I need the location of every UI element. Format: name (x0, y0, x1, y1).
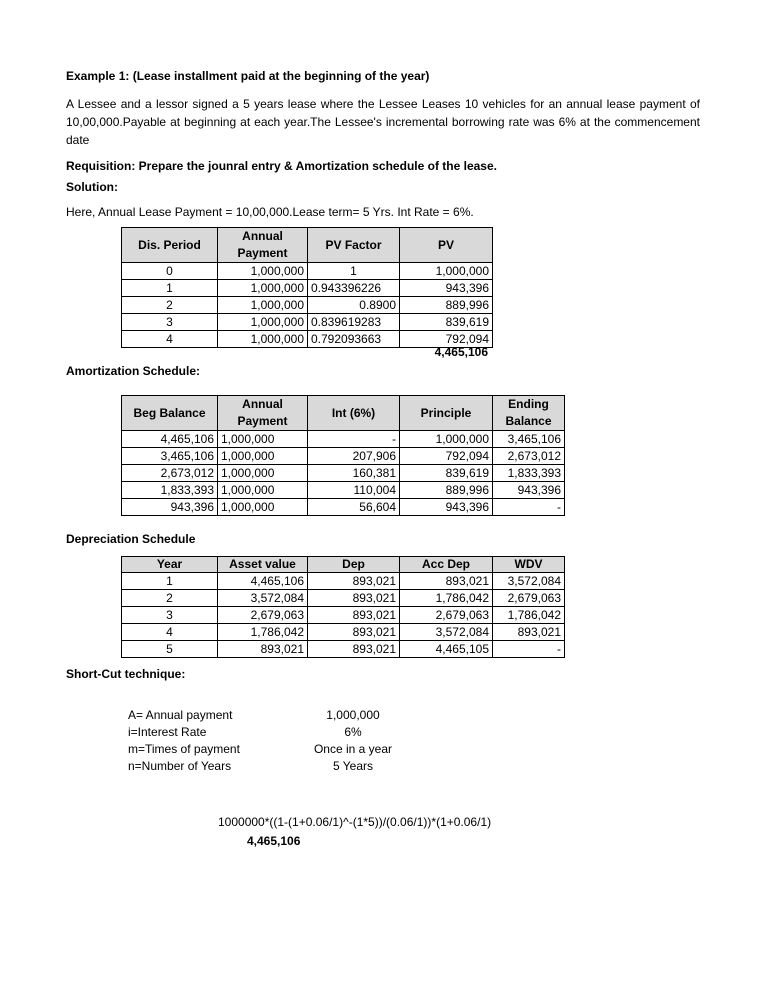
dep-cell: 3,572,084 (218, 590, 308, 607)
dep-cell: 893,021 (400, 573, 493, 590)
shortcut-result: 4,465,106 (247, 834, 301, 848)
dep-cell: 1,786,042 (218, 624, 308, 641)
dep-cell: 4,465,106 (218, 573, 308, 590)
shortcut-label: A= Annual payment (128, 708, 233, 722)
pv-cell-payment: 1,000,000 (218, 263, 308, 280)
pv-cell-payment: 1,000,000 (218, 297, 308, 314)
amort-cell: 1,000,000 (218, 448, 308, 465)
table-row (122, 499, 565, 516)
dep-cell: 893,021 (308, 573, 400, 590)
amort-cell: 943,396 (122, 499, 218, 516)
dep-header-year: Year (122, 557, 218, 573)
list-item (128, 707, 408, 724)
dep-cell: 893,021 (218, 641, 308, 658)
amort-cell: 4,465,106 (122, 431, 218, 448)
pv-cell-payment: 1,000,000 (218, 280, 308, 297)
depreciation-table (121, 556, 565, 658)
amort-cell: 3,465,106 (122, 448, 218, 465)
dep-cell: 4 (122, 624, 218, 641)
pv-cell-payment: 1,000,000 (218, 314, 308, 331)
amort-cell: 792,094 (400, 448, 493, 465)
table-row (122, 314, 493, 331)
shortcut-variables (128, 707, 408, 775)
amort-cell: - (493, 499, 565, 516)
pv-cell-factor: 0.8900 (308, 297, 400, 314)
amort-cell: 3,465,106 (493, 431, 565, 448)
pv-header-pv: PV (400, 228, 493, 263)
pv-cell-period: 2 (122, 297, 218, 314)
amort-cell: 943,396 (400, 499, 493, 516)
pv-cell-payment: 1,000,000 (218, 331, 308, 348)
pv-header-payment: Annual Payment (218, 228, 308, 263)
pv-header-period: Dis. Period (122, 228, 218, 263)
amort-cell: 110,004 (308, 482, 400, 499)
table-row (122, 573, 565, 590)
pv-cell-period: 3 (122, 314, 218, 331)
dep-cell: 2,679,063 (493, 590, 565, 607)
example-heading: Example 1: (Lease installment paid at the beginning of the year) (66, 69, 430, 83)
dep-cell: 2 (122, 590, 218, 607)
table-row (122, 641, 565, 658)
shortcut-label: n=Number of Years (128, 759, 232, 773)
shortcut-value: Once in a year (313, 742, 393, 756)
pv-cell-pv: 943,396 (400, 280, 493, 297)
pv-cell-pv: 1,000,000 (400, 263, 493, 280)
dep-cell: 893,021 (308, 590, 400, 607)
dep-cell: 3,572,084 (400, 624, 493, 641)
amort-cell: 1,000,000 (218, 465, 308, 482)
pv-table-header-row (122, 228, 493, 263)
requisition-text: Requisition: Prepare the jounral entry & Amortization schedule of the lease. (66, 159, 497, 173)
amortization-table (121, 395, 565, 516)
dep-header-wdv: WDV (493, 557, 565, 573)
dep-cell: 2,679,063 (218, 607, 308, 624)
dep-cell: 2,679,063 (400, 607, 493, 624)
amort-header-payment: Annual Payment (218, 396, 308, 431)
amort-header-principle: Principle (400, 396, 493, 431)
dep-cell: 893,021 (308, 641, 400, 658)
list-item (128, 741, 408, 758)
table-row (122, 448, 565, 465)
intro-paragraph: A Lessee and a lessor signed a 5 years lease where the Lessee Leases 10 vehicles for an annual lease payment of 10,00,000.Payable at beginning at each year.The Lessee's incremental borrowing rate was 6% at the commencement date (66, 97, 700, 147)
dep-header-asset: Asset value (218, 557, 308, 573)
list-item (128, 724, 408, 741)
given-line: Here, Annual Lease Payment = 10,00,000.Lease term= 5 Yrs. Int Rate = 6%. (66, 205, 474, 219)
amort-cell: 207,906 (308, 448, 400, 465)
pv-cell-period: 1 (122, 280, 218, 297)
pv-cell-factor: 0.792093663 (308, 331, 400, 348)
amort-cell: 943,396 (493, 482, 565, 499)
amort-cell: 1,833,393 (122, 482, 218, 499)
amort-cell: 1,000,000 (218, 431, 308, 448)
dep-cell: 4,465,105 (400, 641, 493, 658)
pv-cell-period: 4 (122, 331, 218, 348)
table-row (122, 607, 565, 624)
dep-cell: 1 (122, 573, 218, 590)
pv-cell-factor: 0.943396226 (308, 280, 400, 297)
shortcut-label: m=Times of payment (128, 742, 240, 756)
depreciation-header-row (122, 557, 565, 573)
amort-cell: 839,619 (400, 465, 493, 482)
dep-cell: 893,021 (493, 624, 565, 641)
table-row (122, 590, 565, 607)
pv-total: 4,465,106 (434, 345, 488, 359)
amort-cell: 1,000,000 (400, 431, 493, 448)
table-row (122, 482, 565, 499)
amort-cell: 56,604 (308, 499, 400, 516)
shortcut-value: 1,000,000 (326, 708, 380, 722)
amort-header-ending: Ending Balance (493, 396, 565, 431)
dep-cell: 1,786,042 (493, 607, 565, 624)
amort-cell: 2,673,012 (493, 448, 565, 465)
dep-cell: 3 (122, 607, 218, 624)
pv-cell-period: 0 (122, 263, 218, 280)
pv-header-factor: PV Factor (308, 228, 400, 263)
dep-cell: 893,021 (308, 607, 400, 624)
solution-label: Solution: (66, 180, 118, 194)
table-row (122, 263, 493, 280)
dep-cell: 1,786,042 (400, 590, 493, 607)
pv-cell-pv: 792,094 (400, 331, 493, 348)
pv-cell-factor: 1 (308, 263, 400, 280)
pv-cell-pv: 889,996 (400, 297, 493, 314)
list-item (128, 758, 408, 775)
table-row (122, 465, 565, 482)
table-row (122, 624, 565, 641)
amortization-header-row (122, 396, 565, 431)
dep-cell: 893,021 (308, 624, 400, 641)
dep-header-accdep: Acc Dep (400, 557, 493, 573)
amort-cell: 2,673,012 (122, 465, 218, 482)
shortcut-label: i=Interest Rate (128, 725, 207, 739)
shortcut-value: 5 Years (332, 759, 374, 773)
pv-cell-factor: 0.839619283 (308, 314, 400, 331)
pv-cell-pv: 839,619 (400, 314, 493, 331)
amortization-title: Amortization Schedule: (66, 364, 201, 378)
pv-table (121, 227, 493, 348)
amort-cell: 1,000,000 (218, 482, 308, 499)
table-row (122, 431, 565, 448)
shortcut-formula: 1000000*((1-(1+0.06/1)^-(1*5))/(0.06/1))*(1+0.06/1) (218, 815, 492, 829)
amort-cell: 1,000,000 (218, 499, 308, 516)
amort-header-int: Int (6%) (308, 396, 400, 431)
amort-cell: 1,833,393 (493, 465, 565, 482)
amort-cell: 889,996 (400, 482, 493, 499)
depreciation-title: Depreciation Schedule (66, 532, 196, 546)
shortcut-value: 6% (344, 725, 362, 739)
table-row (122, 280, 493, 297)
shortcut-title: Short-Cut technique: (66, 667, 186, 681)
dep-header-dep: Dep (308, 557, 400, 573)
dep-cell: - (493, 641, 565, 658)
amort-header-beg: Beg Balance (122, 396, 218, 431)
dep-cell: 3,572,084 (493, 573, 565, 590)
amort-cell: 160,381 (308, 465, 400, 482)
table-row (122, 297, 493, 314)
dep-cell: 5 (122, 641, 218, 658)
amort-cell: - (308, 431, 400, 448)
